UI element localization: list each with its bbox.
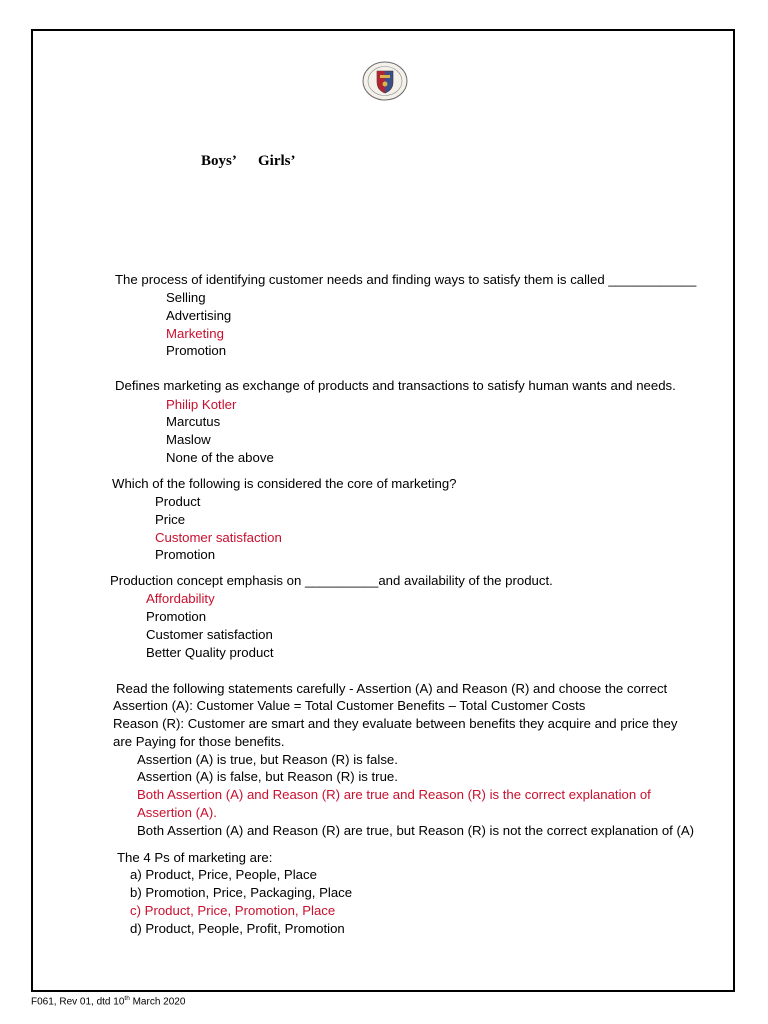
- header-girls: Girls’: [258, 153, 296, 169]
- question-5-text-line: Assertion (A): Customer Value = Total Customer Benefits – Total Customer Costs: [113, 698, 586, 713]
- question-1-answer: Marketing: [166, 326, 224, 341]
- question-2-option: None of the above: [166, 450, 274, 465]
- page-border: [31, 29, 735, 992]
- question-3-answer: Customer satisfaction: [155, 530, 282, 545]
- question-5-option: Both Assertion (A) and Reason (R) are true, but Reason (R) is not the correct explanation of (A): [137, 823, 695, 838]
- question-1-option: Promotion: [166, 343, 227, 358]
- document-footer: [31, 995, 185, 1007]
- question-5-option: Assertion (A) is true, but Reason (R) is false.: [137, 752, 398, 767]
- footer-sup: th: [124, 995, 130, 1002]
- question-5-option: Assertion (A) is false, but Reason (R) is true.: [137, 769, 398, 784]
- question-3-option: Product: [155, 494, 201, 509]
- question-5-text-line: Read the following statements carefully - Assertion (A) and Reason (R) and choose the correct: [116, 681, 668, 696]
- question-6-text: The 4 Ps of marketing are:: [117, 850, 273, 865]
- question-2-answer: Philip Kotler: [166, 397, 237, 412]
- question-4-option: Better Quality product: [146, 645, 274, 660]
- question-1-option: Selling: [166, 290, 206, 305]
- school-crest-logo: [361, 60, 409, 102]
- question-3-text: Which of the following is considered the core of marketing?: [112, 476, 457, 491]
- question-5-text-line: Reason (R): Customer are smart and they evaluate between benefits they acquire and price they: [113, 716, 678, 731]
- footer-suffix: March 2020: [129, 996, 186, 1008]
- question-4-option: Promotion: [146, 609, 207, 624]
- question-6-option: a) Product, Price, People, Place: [130, 867, 317, 882]
- question-1-option: Advertising: [166, 308, 232, 323]
- question-6-answer: c) Product, Price, Promotion, Place: [130, 903, 336, 918]
- question-3-option: Price: [155, 512, 186, 527]
- question-4-answer: Affordability: [146, 591, 215, 606]
- question-3-option: Promotion: [155, 547, 216, 562]
- question-6-option: d) Product, People, Profit, Promotion: [130, 921, 345, 936]
- question-5-answer: Both Assertion (A) and Reason (R) are true and Reason (R) is the correct explanation of: [137, 787, 651, 802]
- question-2-text: Defines marketing as exchange of products and transactions to satisfy human wants and needs.: [115, 378, 676, 393]
- question-1-text: The process of identifying customer needs and finding ways to satisfy them is called ____________: [115, 272, 697, 287]
- question-4-option: Customer satisfaction: [146, 627, 273, 642]
- question-2-option: Maslow: [166, 432, 211, 447]
- header-boys: Boys’: [201, 153, 237, 169]
- question-5-answer-cont: Assertion (A).: [137, 805, 217, 820]
- question-5-text-line: are Paying for those benefits.: [113, 734, 285, 749]
- footer-prefix: F061, Rev 01, dtd 10: [31, 996, 125, 1008]
- question-4-text: Production concept emphasis on __________and availability of the product.: [110, 573, 553, 588]
- question-6-option: b) Promotion, Price, Packaging, Place: [130, 885, 353, 900]
- question-2-option: Marcutus: [166, 414, 221, 429]
